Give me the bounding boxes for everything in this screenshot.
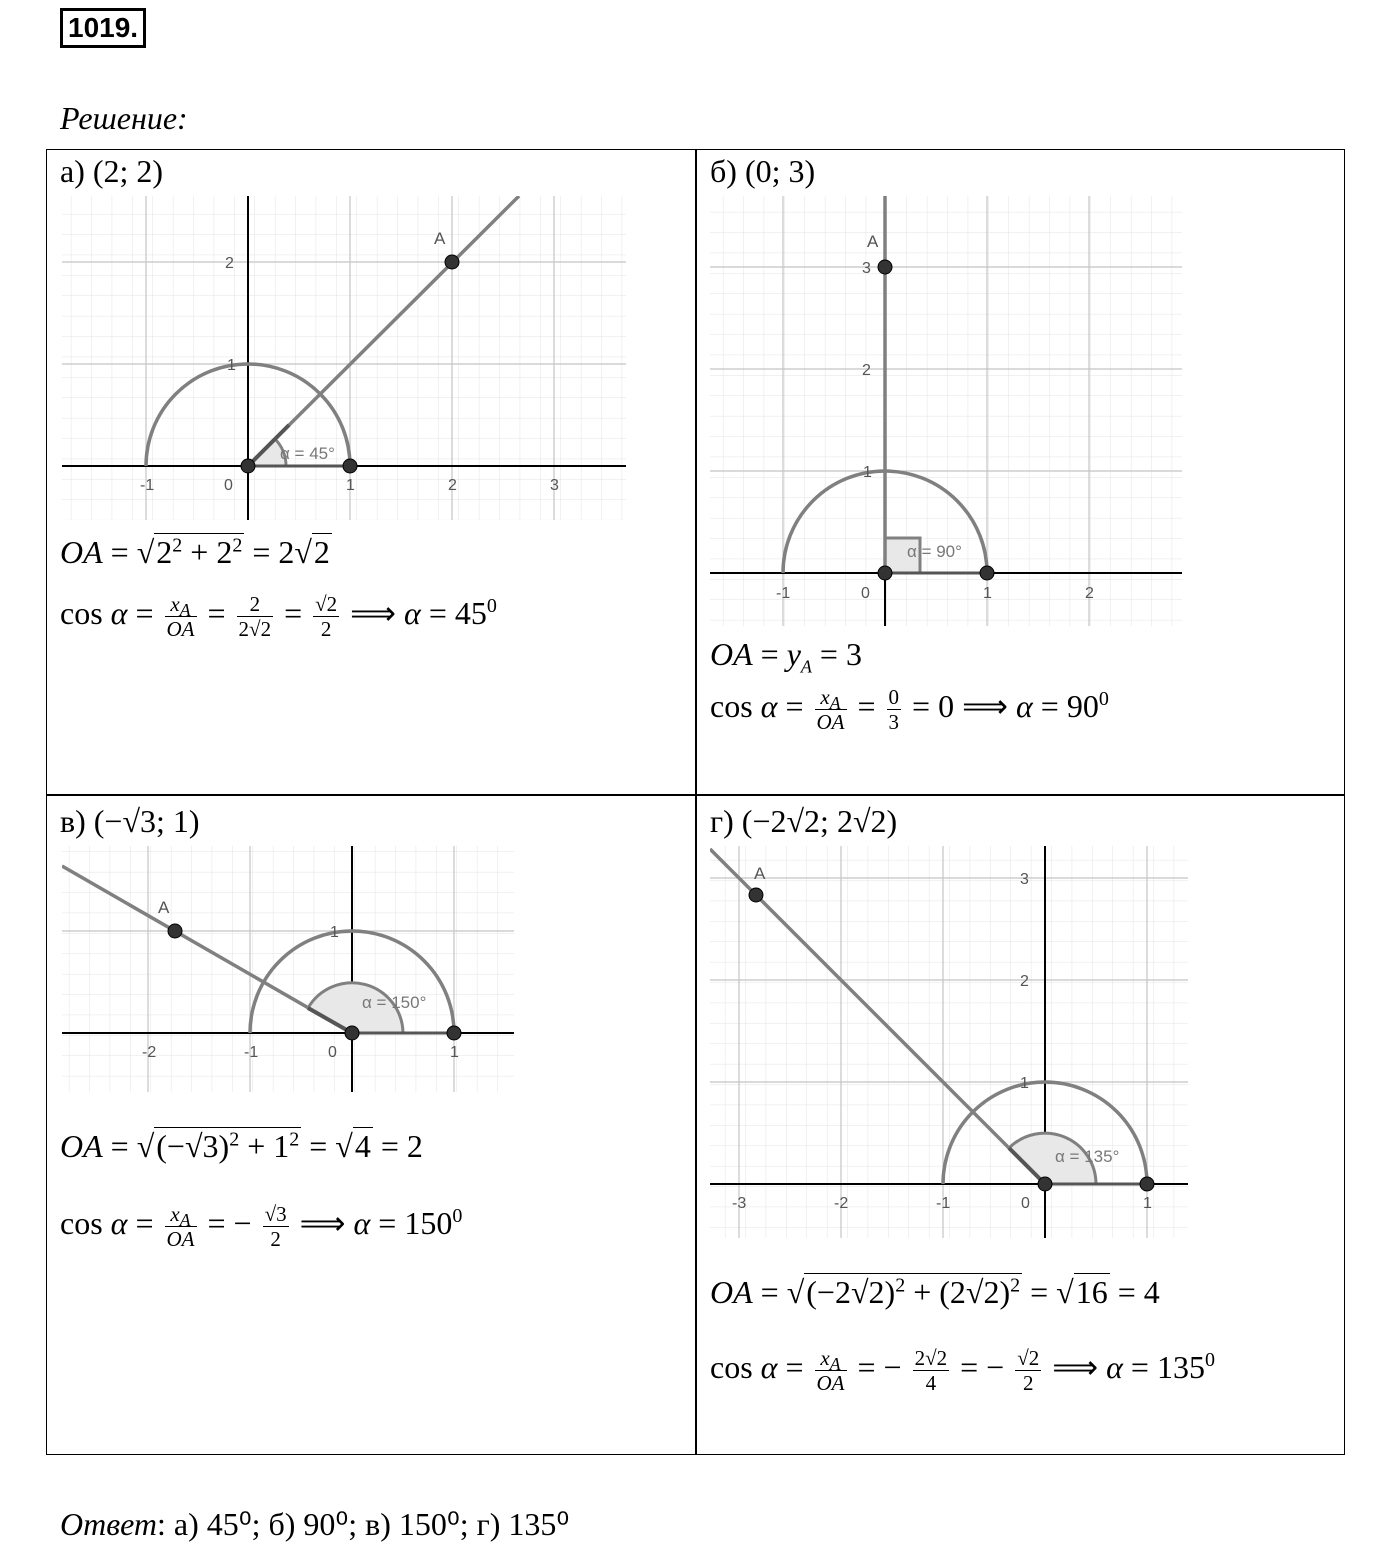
tick-x-label: 0	[861, 585, 870, 602]
point-origin	[345, 1026, 359, 1040]
graph-a	[62, 196, 626, 520]
tick-x-label: -1	[244, 1044, 259, 1061]
tick-x-label: 0	[1021, 1195, 1030, 1212]
tick-x-label: 3	[550, 477, 559, 494]
angle-label: α = 90°	[907, 542, 962, 561]
table-divider-vertical	[695, 149, 697, 1455]
formula-d1: OA = $√(-2√2)^2 + (2√2)^2 = √16 = 4$	[710, 1274, 1160, 1310]
angle-label: α = 150°	[362, 993, 427, 1012]
answer-label: Ответ	[60, 1506, 157, 1542]
cell-b-title: б) (0; 3)	[710, 153, 816, 189]
minor-grid	[710, 196, 1182, 626]
point-a-label: A	[158, 898, 170, 917]
tick-x-label: -1	[936, 1195, 951, 1212]
point-a	[445, 255, 459, 269]
answer-text: : а) 45⁰; б) 90⁰; в) 150⁰; г) 135⁰	[157, 1506, 570, 1542]
formula-a2: cos α = $\frac{x_A}{OA}$ = $\frac{2}{2√2}$ = $\frac{√2}{2}$ ⟹ $\alpha = 45^0$	[60, 592, 497, 641]
formula-b2: cos α = $\frac{x_A}{OA}$ = $\frac{0}{3}$ = 0 ⟹ $\alpha = 90^0$	[710, 685, 1109, 734]
tick-x-label: 1	[983, 585, 992, 602]
tick-x-label: -3	[732, 1195, 747, 1212]
point-a-label: A	[754, 864, 766, 883]
formula-c1: OA = $√(-√3)^2 + 1^2 = √4 = 2$	[60, 1128, 423, 1164]
formula-a1: OA = $√2^2 + 2^2 = 2√2$	[60, 534, 330, 570]
tick-x-label: 2	[1085, 585, 1094, 602]
tick-y-label: 1	[330, 924, 339, 941]
tick-x-label: 1	[1143, 1195, 1152, 1212]
tick-y-label: 2	[1020, 973, 1029, 990]
tick-y-label: 2	[862, 362, 871, 379]
graph-b	[710, 196, 1182, 626]
minor-grid	[62, 196, 626, 520]
point-origin	[241, 459, 255, 473]
cell-a-title: а) (2; 2)	[60, 153, 164, 189]
tick-x-label: -2	[142, 1044, 157, 1061]
tick-x-label: -1	[776, 585, 791, 602]
tick-x-label: 1	[346, 477, 355, 494]
table-divider-horizontal	[46, 794, 1345, 796]
tick-y-label: 1	[227, 357, 236, 374]
tick-x-label: 1	[450, 1044, 459, 1061]
formula-b1: OA = $y_A = 3$	[710, 636, 862, 677]
solution-label: Решение:	[60, 100, 188, 136]
minor-grid	[710, 846, 1188, 1238]
tick-y-label: 1	[1020, 1075, 1029, 1092]
point-unit	[1140, 1177, 1154, 1191]
cell-d-title: г) (−2√2; 2√2)	[710, 803, 898, 839]
tick-x-label: 2	[448, 477, 457, 494]
tick-y-label: 3	[1020, 871, 1029, 888]
point-unit	[980, 566, 994, 580]
problem-number: 1019.	[60, 8, 146, 48]
tick-x-label: -2	[834, 1195, 849, 1212]
point-a	[878, 260, 892, 274]
point-origin	[1038, 1177, 1052, 1191]
graph-d	[710, 846, 1188, 1238]
minor-grid	[62, 846, 514, 1092]
formula-d2: cos α = $\frac{x_A}{OA}$ = − $\frac{2√2}{4}$ = − $\frac{√2}{2}$ ⟹ $\alpha = 135^0$	[710, 1346, 1215, 1395]
tick-x-label: 0	[224, 477, 233, 494]
tick-y-label: 3	[862, 260, 871, 277]
point-a-label: A	[434, 229, 446, 248]
point-a	[749, 888, 763, 902]
formula-c2: cos α = $\frac{x_A}{OA}$ = − $\frac{√3}{2}$ ⟹ $\alpha = 150^0$	[60, 1202, 463, 1251]
angle-label: α = 135°	[1055, 1147, 1120, 1166]
point-unit	[447, 1026, 461, 1040]
point-unit	[343, 459, 357, 473]
tick-y-label: 2	[225, 255, 234, 272]
answer-line	[60, 1505, 569, 1543]
cell-c-title: в) (−√3; 1)	[60, 803, 200, 839]
point-origin	[878, 566, 892, 580]
graph-c	[62, 846, 514, 1092]
tick-x-label: 0	[328, 1044, 337, 1061]
tick-y-label: 1	[863, 464, 872, 481]
tick-x-label: -1	[140, 477, 155, 494]
point-a	[168, 924, 182, 938]
point-a-label: A	[867, 232, 879, 251]
angle-label: α = 45°	[280, 444, 335, 463]
